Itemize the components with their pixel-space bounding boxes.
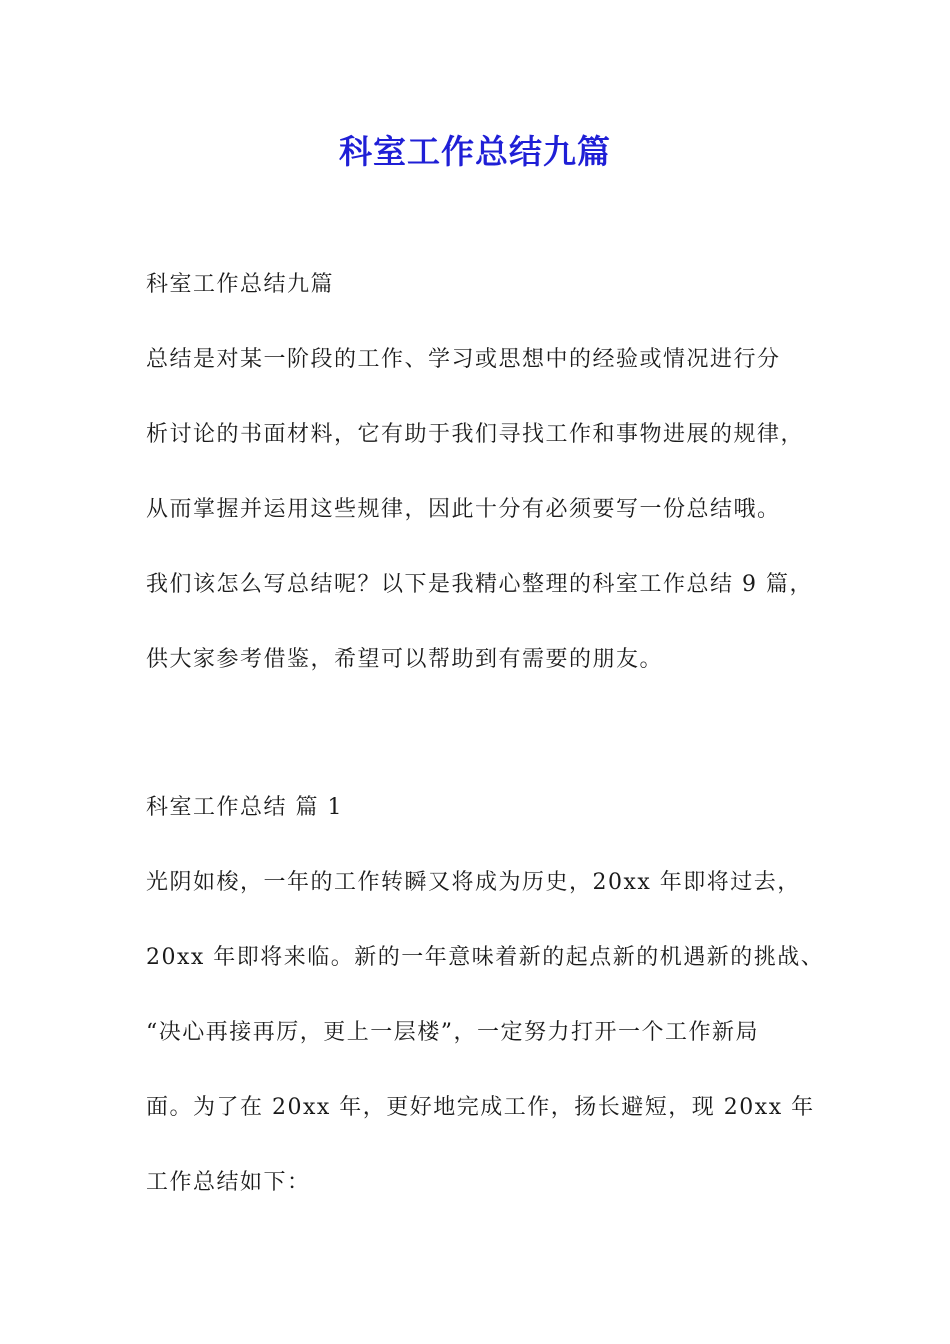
section-heading: 科室工作总结 篇 1	[146, 795, 343, 820]
section-line: 光阴如梭，一年的工作转瞬又将成为历史，20xx 年即将过去，	[146, 870, 801, 895]
intro-line: 供大家参考借鉴，希望可以帮助到有需要的朋友。	[146, 647, 664, 672]
section-line: 工作总结如下：	[146, 1170, 311, 1195]
section-line: 面。为了在 20xx 年，更好地完成工作，扬长避短，现 20xx 年	[146, 1095, 815, 1120]
intro-line: 总结是对某一阶段的工作、学习或思想中的经验或情况进行分	[146, 347, 781, 372]
section-line: 20xx 年即将来临。新的一年意味着新的起点新的机遇新的挑战、	[146, 945, 825, 970]
document-title: 科室工作总结九篇	[339, 132, 611, 171]
intro-line: 我们该怎么写总结呢？以下是我精心整理的科室工作总结 9 篇，	[146, 572, 813, 597]
intro-line: 从而掌握并运用这些规律，因此十分有必须要写一份总结哦。	[146, 497, 781, 522]
document-subtitle: 科室工作总结九篇	[146, 272, 335, 297]
section-line: “决心再接再厉，更上一层楼”，一定努力打开一个工作新局	[146, 1020, 759, 1045]
intro-line: 析讨论的书面材料，它有助于我们寻找工作和事物进展的规律，	[146, 422, 805, 447]
